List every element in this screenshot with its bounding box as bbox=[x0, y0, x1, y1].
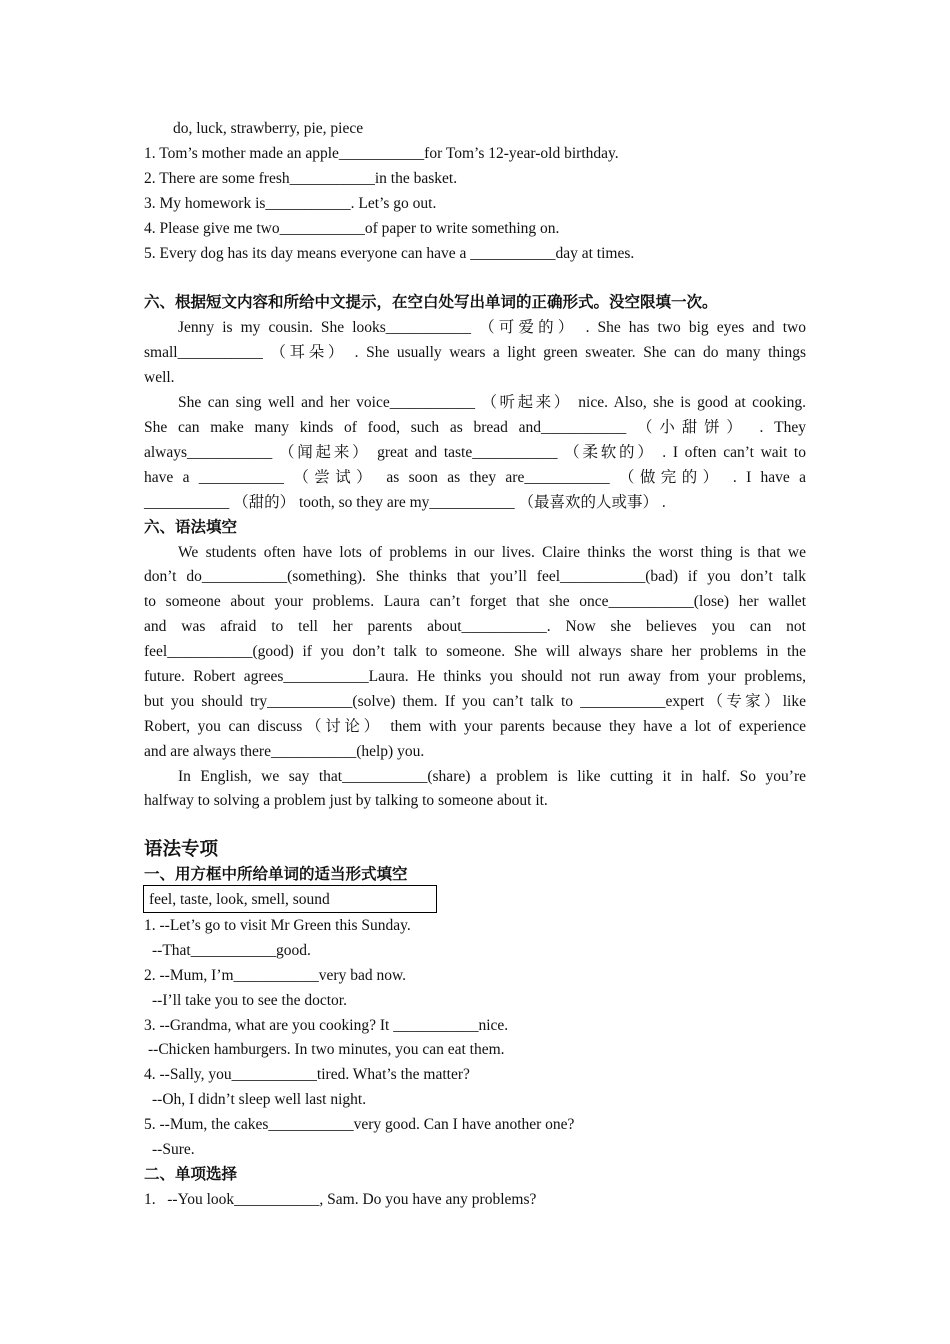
paragraph-line: don’t do___________(something). She thinks that you’ll feel___________(bad) if you don’t talk bbox=[144, 568, 806, 585]
answer-line: --I’ll take you to see the doctor. bbox=[152, 992, 347, 1009]
question-line: 1. --You look___________, Sam. Do you have any problems? bbox=[144, 1191, 537, 1208]
answer-line: --Sure. bbox=[152, 1141, 195, 1158]
question-line: 1. Tom’s mother made an apple___________for Tom’s 12-year-old birthday. bbox=[144, 145, 619, 162]
paragraph-line: feel___________(good) if you don’t talk to someone. She will always share her problems in the bbox=[144, 643, 806, 660]
question-line: 5. Every dog has its day means everyone can have a ___________day at times. bbox=[144, 245, 635, 262]
question-line: 2. --Mum, I’m___________very bad now. bbox=[144, 967, 407, 984]
paragraph-line: She can sing well and her voice___________ （听起来） nice. Also, she is good at cooking. bbox=[178, 394, 806, 411]
paragraph-line: Robert, you can discuss（讨论） them with your parents because they have a lot of experience bbox=[144, 718, 806, 735]
paragraph-line: small___________ （耳朵） . She usually wears a light green sweater. She can do many things bbox=[144, 344, 806, 361]
section-heading: 六、根据短文内容和所给中文提示，在空白处写出单词的正确形式。没空限填一次。 bbox=[144, 293, 718, 311]
paragraph-line: halfway to solving a problem just by talking to someone about it. bbox=[144, 792, 548, 809]
paragraph-line: Jenny is my cousin. She looks___________ （可爱的） . She has two big eyes and two bbox=[178, 319, 806, 336]
question-line: 3. --Grandma, what are you cooking? It ___________nice. bbox=[144, 1017, 509, 1034]
paragraph-line: to someone about your problems. Laura can’t forget that she once___________(lose) her wallet bbox=[144, 593, 806, 610]
question-line: 5. --Mum, the cakes___________very good. Can I have another one? bbox=[144, 1116, 575, 1133]
paragraph-line: ___________ （甜的） tooth, so they are my___________ （最喜欢的人或事） . bbox=[144, 494, 666, 511]
section-heading: 六、语法填空 bbox=[144, 518, 238, 536]
section-heading: 一、用方框中所给单词的适当形式填空 bbox=[144, 865, 408, 883]
answer-line: --Chicken hamburgers. In two minutes, you can eat them. bbox=[148, 1041, 505, 1058]
paragraph-line: In English, we say that___________(share) a problem is like cutting it in half. So you’re bbox=[178, 768, 806, 785]
question-line: 4. --Sally, you___________tired. What’s the matter? bbox=[144, 1066, 470, 1083]
question-line: 1. --Let’s go to visit Mr Green this Sunday. bbox=[144, 917, 411, 934]
paragraph-line: and was afraid to tell her parents about___________. Now she believes you can not bbox=[144, 618, 806, 635]
paragraph-line: always___________ （闻起来） great and taste___________ （柔软的） . I often can’t wait to bbox=[144, 444, 806, 461]
special-title: 语法专项 bbox=[144, 839, 219, 860]
answer-line: --That___________good. bbox=[152, 942, 311, 959]
paragraph-line: and are always there___________(help) you. bbox=[144, 743, 425, 760]
word-box-text: feel, taste, look, smell, sound bbox=[149, 891, 330, 908]
paragraph-line: future. Robert agrees___________Laura. He thinks you should not run away from your problems, bbox=[144, 668, 806, 685]
question-line: 3. My homework is___________. Let’s go out. bbox=[144, 195, 437, 212]
paragraph-line: We students often have lots of problems in our lives. Claire thinks the worst thing is that we bbox=[178, 544, 806, 561]
answer-line: --Oh, I didn’t sleep well last night. bbox=[152, 1091, 367, 1108]
paragraph-line: have a ___________ （尝试） as soon as they are___________ （做完的） . I have a bbox=[144, 469, 806, 486]
question-line: 4. Please give me two___________of paper to write something on. bbox=[144, 220, 560, 237]
paragraph-line: She can make many kinds of food, such as bread and___________ （小甜饼） . They bbox=[144, 419, 806, 436]
word-bank-top: do, luck, strawberry, pie, piece bbox=[173, 120, 364, 137]
paragraph-line: well. bbox=[144, 369, 175, 386]
section-heading: 二、单项选择 bbox=[144, 1165, 238, 1183]
question-line: 2. There are some fresh___________in the basket. bbox=[144, 170, 458, 187]
paragraph-line: but you should try___________(solve) them. If you can’t talk to ___________expert（专家）like bbox=[144, 693, 806, 710]
